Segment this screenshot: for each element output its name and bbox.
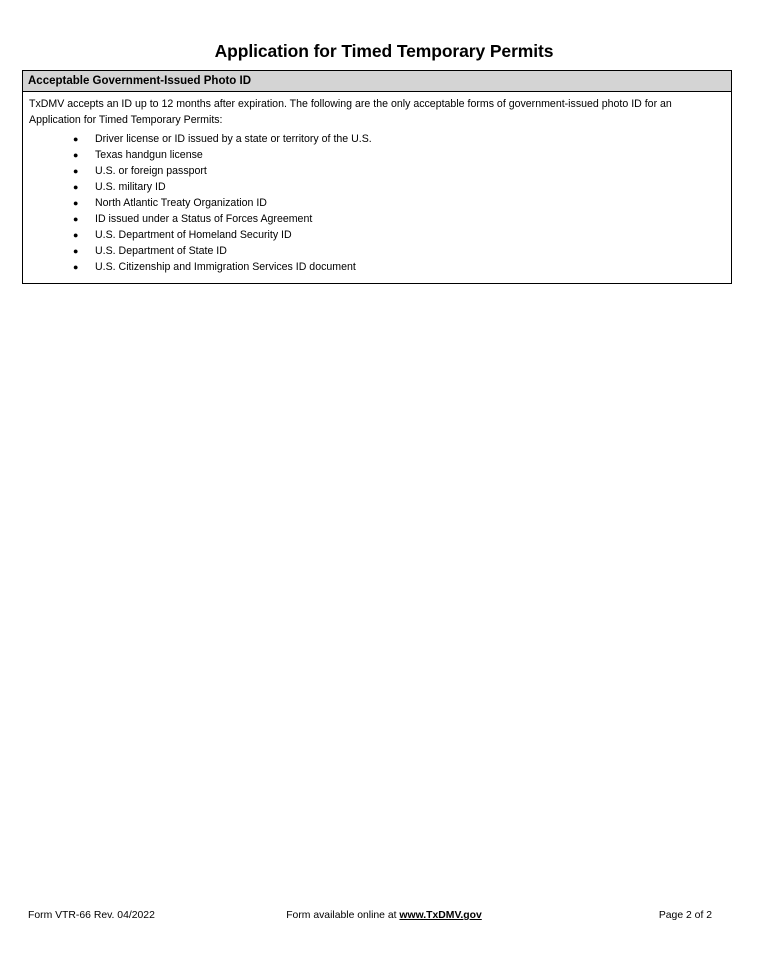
list-item-label: U.S. Citizenship and Immigration Services ID document [95,260,356,273]
bullet-icon: ● [73,197,79,208]
list-item-label: North Atlantic Treaty Organization ID [95,196,267,209]
bullet-icon: ● [73,245,79,256]
bullet-icon: ● [73,181,79,192]
footer-availability-prefix: Form available online at [286,910,400,921]
list-item-label: U.S. Department of State ID [95,244,227,257]
list-item [29,195,725,211]
list-item [29,147,725,163]
list-item [29,211,725,227]
bullet-icon: ● [73,261,79,272]
list-item [29,243,725,259]
list-item [29,131,725,147]
bullet-icon: ● [73,213,79,224]
list-item-label: U.S. military ID [95,180,166,193]
panel-body [23,92,731,283]
list-item [29,259,725,275]
footer-page-number: Page 2 of 2 [658,910,712,921]
list-item [29,163,725,179]
bullet-icon: ● [73,165,79,176]
list-item-label: Texas handgun license [95,148,203,161]
acceptable-photo-id-panel [22,70,732,284]
page-title: Application for Timed Temporary Permits [214,41,554,61]
txdmv-website-link[interactable]: www.TxDMV.gov [399,910,482,921]
list-item [29,179,725,195]
bullet-icon: ● [73,229,79,240]
page-footer [0,910,768,926]
panel-intro-text: TxDMV accepts an ID up to 12 months after expiration. The following are the only acceptable forms of government-issued photo ID for an Application for Timed Temporary Permits: [29,98,672,126]
list-item-label: U.S. or foreign passport [95,164,207,177]
acceptable-id-list [29,131,725,275]
list-item-label: Driver license or ID issued by a state or territory of the U.S. [95,132,372,145]
list-item-label: ID issued under a Status of Forces Agreement [95,212,313,225]
footer-availability [0,910,768,921]
footer-form-id: Form VTR-66 Rev. 04/2022 [28,910,155,921]
list-item [29,227,725,243]
bullet-icon: ● [73,149,79,160]
list-item-label: U.S. Department of Homeland Security ID [95,228,292,241]
bullet-icon: ● [73,133,79,144]
panel-header: Acceptable Government-Issued Photo ID [23,71,731,92]
